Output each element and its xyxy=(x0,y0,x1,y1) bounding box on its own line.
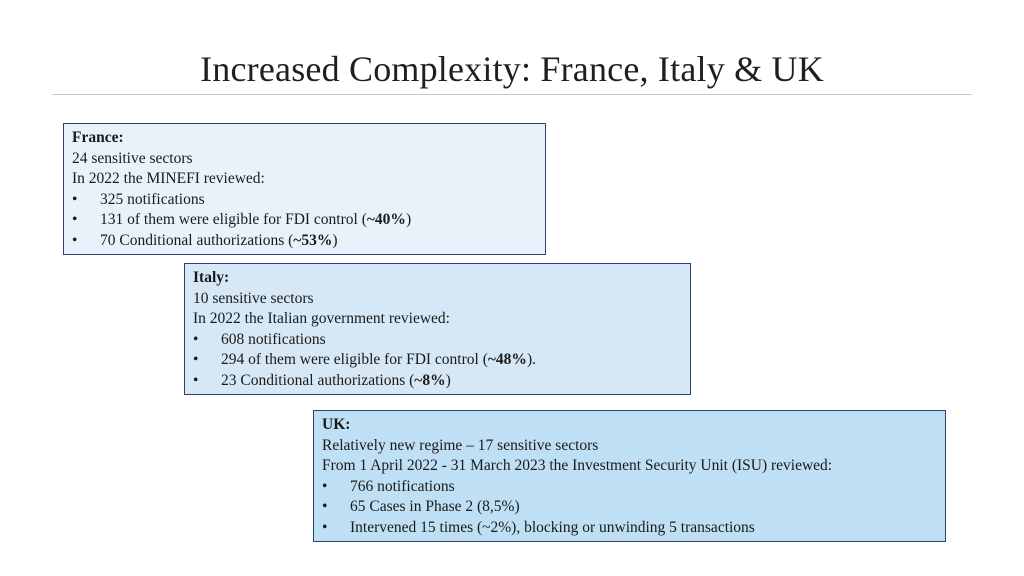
italy-reviewed: In 2022 the Italian government reviewed: xyxy=(193,310,450,327)
france-conditional-close: ) xyxy=(332,231,338,249)
uk-interventions: Intervened 15 times (~2%), blocking or unwinding 5 transactions xyxy=(350,518,755,536)
bullet-icon: • xyxy=(322,518,328,536)
france-sectors: 24 sensitive sectors xyxy=(72,149,193,167)
list-item xyxy=(193,350,682,371)
italy-conditional-close: ) xyxy=(445,371,451,389)
italy-conditional xyxy=(221,371,451,392)
france-conditional-pct: ~53% xyxy=(293,231,333,249)
france-eligible-text: 131 of them were eligible for FDI control ( xyxy=(100,211,367,228)
uk-box xyxy=(313,410,946,542)
italy-eligible xyxy=(221,350,536,371)
italy-eligible-pct: ~48% xyxy=(487,351,527,368)
italy-conditional-text: 23 Conditional authorizations ( xyxy=(221,371,415,389)
list-item xyxy=(322,477,937,498)
italy-eligible-close: ). xyxy=(526,351,536,368)
italy-notifications: 608 notifications xyxy=(221,330,326,348)
france-conditional xyxy=(100,231,338,252)
list-item xyxy=(72,190,537,211)
list-item xyxy=(72,231,537,252)
slide-title: Increased Complexity: France, Italy & UK xyxy=(200,49,824,89)
france-heading: France: xyxy=(72,129,124,146)
bullet-icon: • xyxy=(193,371,199,389)
list-item xyxy=(72,210,537,231)
france-eligible-pct: ~40% xyxy=(366,211,406,228)
bullet-icon: • xyxy=(322,477,328,495)
uk-sectors: Relatively new regime – 17 sensitive sectors xyxy=(322,436,599,454)
bullet-icon: • xyxy=(193,330,199,348)
bullet-icon: • xyxy=(72,231,78,249)
title-divider xyxy=(52,94,972,95)
list-item xyxy=(322,518,937,539)
italy-heading: Italy: xyxy=(193,269,230,286)
list-item xyxy=(322,497,937,518)
italy-eligible-text: 294 of them were eligible for FDI control ( xyxy=(221,351,488,368)
italy-box xyxy=(184,263,691,395)
bullet-icon: • xyxy=(322,498,328,515)
france-box xyxy=(63,123,546,255)
uk-heading: UK: xyxy=(322,416,351,433)
list-item xyxy=(193,371,682,392)
france-eligible-close: ) xyxy=(405,211,412,228)
bullet-icon: • xyxy=(72,211,78,228)
bullet-icon: • xyxy=(72,190,78,208)
uk-notifications: 766 notifications xyxy=(350,477,455,495)
france-eligible xyxy=(100,210,411,231)
italy-sectors: 10 sensitive sectors xyxy=(193,289,314,307)
uk-reviewed: From 1 April 2022 - 31 March 2023 the Investment Security Unit (ISU) reviewed: xyxy=(322,457,833,474)
france-conditional-text: 70 Conditional authorizations ( xyxy=(100,231,294,249)
italy-conditional-pct: ~8% xyxy=(414,371,446,389)
uk-phase2: 65 Cases in Phase 2 (8,5%) xyxy=(350,498,520,515)
list-item xyxy=(193,330,682,351)
bullet-icon: • xyxy=(193,351,199,368)
france-reviewed: In 2022 the MINEFI reviewed: xyxy=(72,170,265,187)
france-notifications: 325 notifications xyxy=(100,190,205,208)
